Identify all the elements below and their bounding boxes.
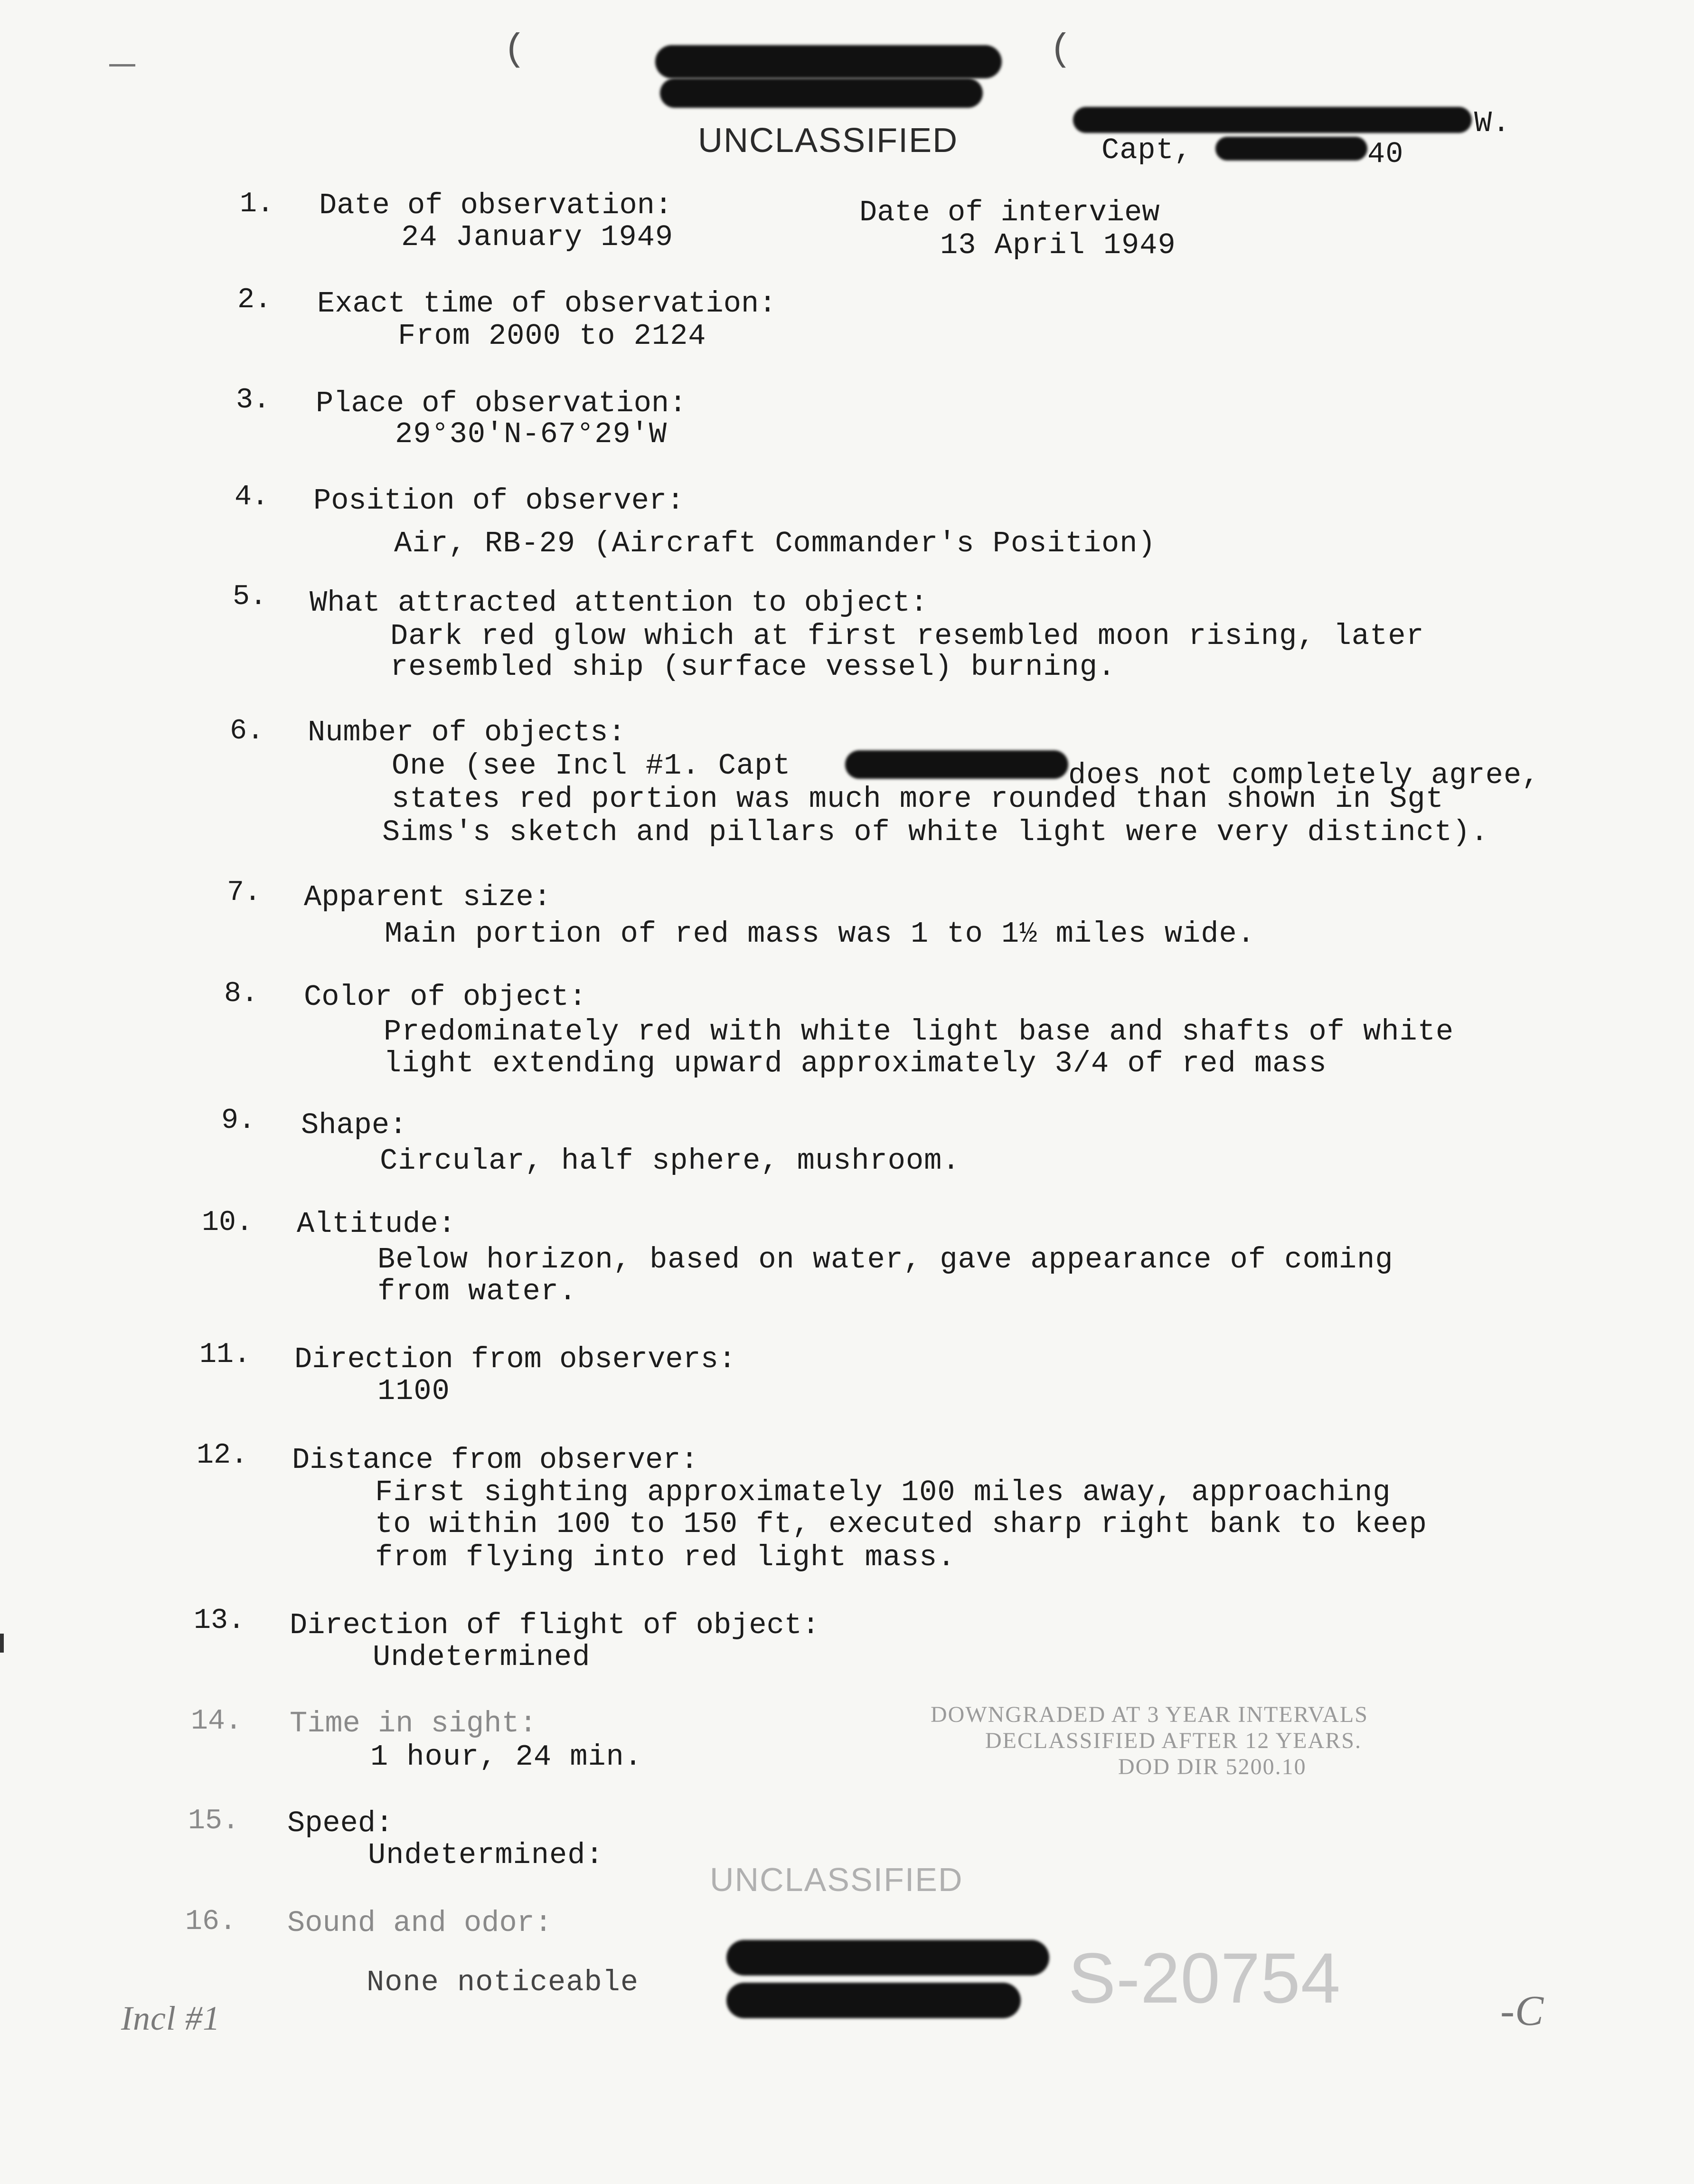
item-value: One (see Incl #1. Capt	[392, 749, 791, 783]
item-value: Undetermined	[373, 1640, 591, 1674]
item-number: 14.	[191, 1705, 243, 1738]
item-value: Sims's sketch and pillars of white light were very distinct).	[382, 815, 1489, 849]
item-value: Undetermined:	[368, 1838, 604, 1872]
item-value: Predominately red with white light base and shafts of white	[384, 1015, 1454, 1049]
item-number: 6.	[230, 715, 264, 747]
item-value: to within 100 to 150 ft, executed sharp right bank to keep	[375, 1507, 1427, 1541]
item-number: 13.	[194, 1605, 245, 1637]
item-value: 1 hour, 24 min.	[370, 1740, 643, 1774]
margin-mark	[0, 1634, 4, 1653]
item-number: 10.	[202, 1207, 254, 1239]
downgrade-stamp-line: DECLASSIFIED AFTER 12 YEARS.	[985, 1728, 1362, 1753]
item-label: Color of object:	[304, 980, 587, 1014]
item-label: Exact time of observation:	[317, 287, 777, 321]
item-number: 9.	[221, 1105, 256, 1137]
item-number: 12.	[197, 1439, 248, 1472]
downgrade-stamp-line: DOWNGRADED AT 3 YEAR INTERVALS	[931, 1702, 1368, 1727]
redaction-bar	[726, 1940, 1049, 1976]
item-value: Main portion of red mass was 1 to 1½ miles wide.	[385, 917, 1255, 951]
item-value: Air, RB-29 (Aircraft Commander's Position)	[394, 527, 1156, 560]
serial-suffix: 40	[1367, 137, 1404, 171]
redaction-bar	[1073, 107, 1472, 133]
item-value: from water.	[377, 1275, 577, 1308]
redaction-bar	[1215, 137, 1367, 161]
item-value: Dark red glow which at first resembled moon rising, later	[390, 619, 1424, 653]
item-value: First sighting approximately 100 miles away, approaching	[375, 1475, 1391, 1509]
item-value: light extending upward approximately 3/4 of red mass	[384, 1047, 1327, 1080]
redaction-bar	[726, 1983, 1021, 2018]
item-number: 16.	[185, 1906, 237, 1938]
item-value: does not completely agree,	[1068, 758, 1540, 792]
item-value: 24 January 1949	[401, 220, 674, 254]
interview-date: 13 April 1949	[940, 228, 1176, 262]
item-value: 29°30'N-67°29'W	[395, 417, 668, 451]
item-label: Place of observation:	[316, 387, 687, 420]
handwritten-incl-note: Incl #1	[121, 1999, 220, 2037]
redaction-bar	[660, 78, 983, 108]
item-label: Altitude:	[297, 1207, 456, 1241]
margin-mark	[109, 64, 135, 66]
item-value: None noticeable	[367, 1966, 639, 1999]
item-label: What attracted attention to object:	[310, 586, 928, 620]
item-value: 1100	[377, 1374, 450, 1408]
rank-label: Capt,	[1101, 133, 1193, 167]
item-value: states red portion was much more rounded than shown in Sgt	[392, 782, 1444, 816]
bracket-mark-right: (	[1049, 28, 1073, 72]
item-number: 1.	[240, 188, 274, 220]
item-label: Distance from observer:	[292, 1443, 698, 1477]
item-number: 2.	[237, 284, 272, 316]
item-number: 11.	[199, 1339, 251, 1371]
item-label: Number of objects:	[308, 716, 626, 749]
item-label: Direction of flight of object:	[290, 1608, 820, 1642]
item-value: Below horizon, based on water, gave appearance of coming	[377, 1243, 1393, 1276]
item-value: from flying into red light mass.	[375, 1541, 956, 1574]
document-number: S-20754	[1068, 1938, 1341, 2018]
item-label: Direction from observers:	[294, 1343, 736, 1376]
item-number: 7.	[227, 877, 262, 909]
document-number-suffix: -C	[1500, 1987, 1544, 2034]
classification-footer: UNCLASSIFIED	[710, 1861, 963, 1898]
name-suffix: W.	[1474, 106, 1511, 140]
item-number: 5.	[233, 581, 267, 613]
interview-label: Date of interview	[859, 196, 1160, 229]
item-value: resembled ship (surface vessel) burning.	[390, 650, 1116, 684]
item-label: Time in sight:	[290, 1707, 537, 1740]
item-number: 15.	[188, 1805, 240, 1837]
item-label: Apparent size:	[304, 880, 551, 914]
bracket-mark-left: (	[503, 28, 527, 72]
item-value: From 2000 to 2124	[398, 319, 706, 353]
item-number: 4.	[235, 481, 269, 513]
item-label: Sound and odor:	[287, 1906, 553, 1940]
classification-header: UNCLASSIFIED	[698, 122, 959, 160]
item-label: Shape:	[301, 1108, 407, 1142]
item-number: 3.	[236, 384, 271, 416]
item-label: Date of observation:	[319, 189, 673, 222]
item-number: 8.	[224, 978, 259, 1010]
item-value: Circular, half sphere, mushroom.	[380, 1144, 960, 1178]
redaction-bar	[655, 45, 1002, 78]
downgrade-stamp-line: DOD DIR 5200.10	[1118, 1754, 1307, 1779]
item-label: Position of observer:	[313, 484, 685, 518]
item-label: Speed:	[287, 1806, 394, 1840]
redaction-bar	[845, 750, 1068, 779]
